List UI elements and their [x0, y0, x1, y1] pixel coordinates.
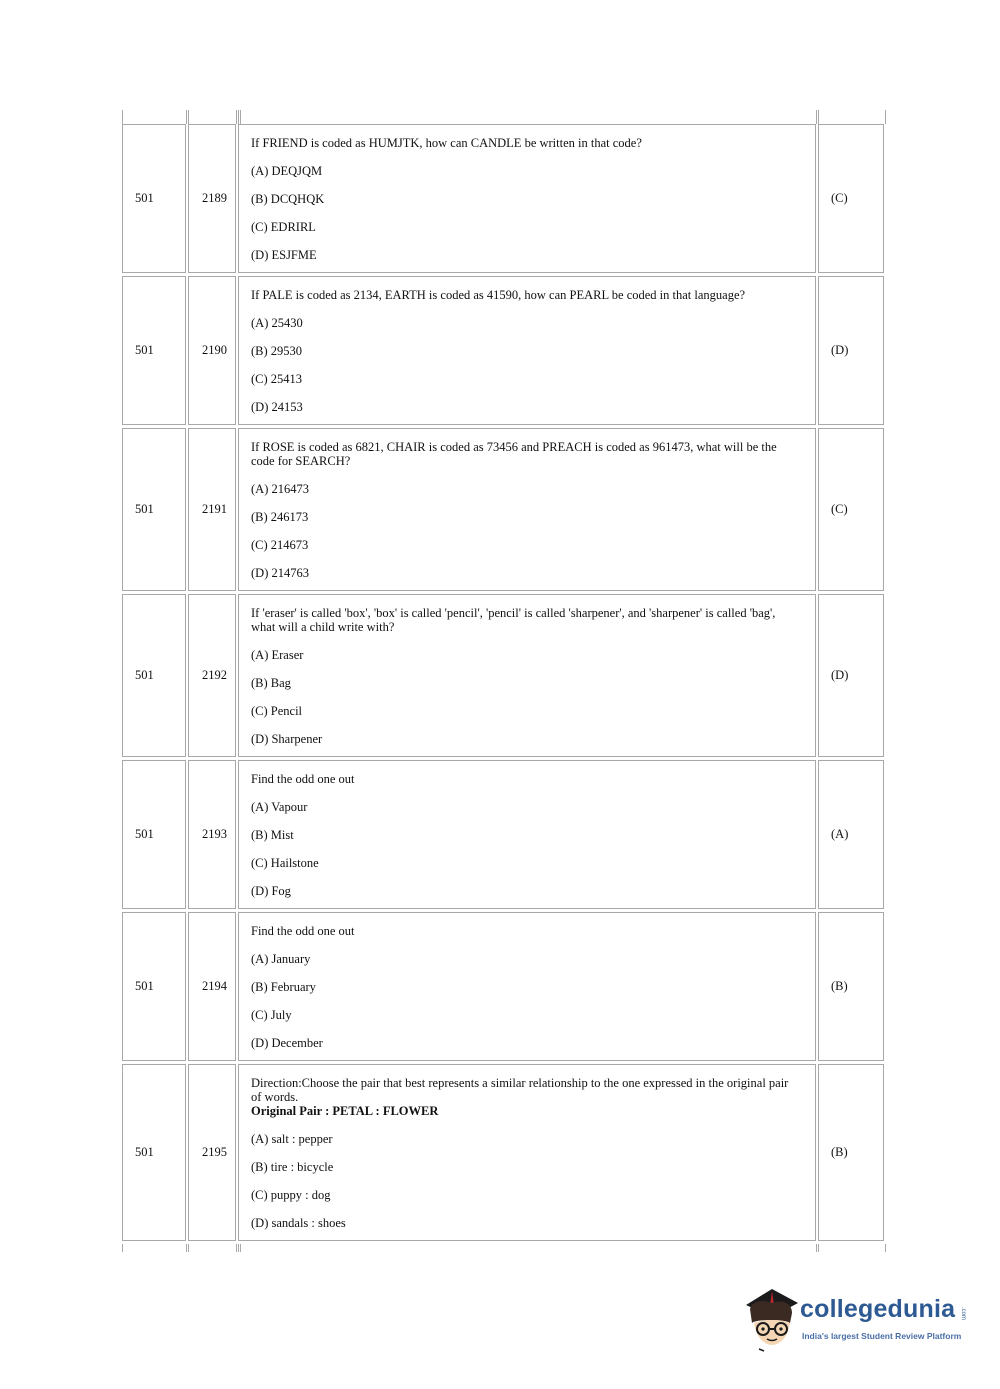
student-mascot-icon — [742, 1283, 800, 1353]
question-text: Find the odd one out — [251, 924, 355, 938]
collegedunia-logo[interactable] — [742, 1283, 972, 1353]
answer-key-cell: (C) — [818, 124, 884, 273]
answer-option: (D) ESJFME — [251, 248, 317, 262]
question-text: If ROSE is coded as 6821, CHAIR is coded as 73456 and PREACH is coded as 961473, what will be the code for SEARCH? — [251, 440, 777, 468]
answer-key-cell: (C) — [818, 428, 884, 591]
table-row — [122, 124, 886, 273]
answer-option: (C) 214673 — [251, 538, 309, 552]
question-id-cell: 2195 — [188, 1064, 236, 1241]
question-id-cell: 2189 — [188, 124, 236, 273]
question-table — [122, 110, 886, 1252]
question-text: Find the odd one out — [251, 772, 355, 786]
answer-option: (D) 24153 — [251, 400, 303, 414]
question-rows — [122, 124, 886, 1241]
answer-option: (D) Fog — [251, 884, 291, 898]
table-row — [122, 760, 886, 909]
question-cell — [238, 594, 816, 757]
original-pair: Original Pair : PETAL : FLOWER — [251, 1104, 439, 1118]
question-cell — [238, 912, 816, 1061]
answer-option: (B) 246173 — [251, 510, 309, 524]
answer-key-cell: (D) — [818, 276, 884, 425]
answer-option: (A) January — [251, 952, 311, 966]
brand-suffix: .com — [960, 1307, 966, 1321]
answer-option: (A) salt : pepper — [251, 1132, 333, 1146]
question-text: If PALE is coded as 2134, EARTH is coded as 41590, how can PEARL be coded in that language? — [251, 288, 746, 302]
answer-option: (C) July — [251, 1008, 292, 1022]
answer-option: (A) Eraser — [251, 648, 304, 662]
set-number-cell: 501 — [122, 1064, 186, 1241]
answer-option: (D) sandals : shoes — [251, 1216, 346, 1230]
table-row — [122, 594, 886, 757]
question-cell — [238, 1064, 816, 1241]
answer-option: (B) DCQHQK — [251, 192, 325, 206]
answer-option: (D) Sharpener — [251, 732, 323, 746]
question-text: If 'eraser' is called 'box', 'box' is called 'pencil', 'pencil' is called 'sharpener', and 'sharpener' is called 'bag', what will a child write with? — [251, 606, 776, 634]
answer-option: (A) 216473 — [251, 482, 309, 496]
answer-key-cell: (A) — [818, 760, 884, 909]
question-cell — [238, 276, 816, 425]
question-id-cell: 2192 — [188, 594, 236, 757]
answer-option: (A) Vapour — [251, 800, 308, 814]
answer-option: (B) February — [251, 980, 316, 994]
answer-option: (A) DEQJQM — [251, 164, 323, 178]
answer-option: (D) December — [251, 1036, 323, 1050]
table-row — [122, 428, 886, 591]
brand-tagline: India's largest Student Review Platform — [802, 1331, 962, 1341]
question-text: Direction:Choose the pair that best represents a similar relationship to the one expressed in the original pair of words. — [251, 1076, 789, 1104]
answer-option: (A) 25430 — [251, 316, 303, 330]
question-cell — [238, 760, 816, 909]
table-row — [122, 276, 886, 425]
answer-option: (C) 25413 — [251, 372, 303, 386]
set-number-cell: 501 — [122, 428, 186, 591]
answer-option: (B) 29530 — [251, 344, 303, 358]
answer-option: (D) 214763 — [251, 566, 309, 580]
question-cell — [238, 124, 816, 273]
answer-option: (B) tire : bicycle — [251, 1160, 334, 1174]
question-id-cell: 2194 — [188, 912, 236, 1061]
brand-name: collegedunia — [800, 1295, 956, 1323]
answer-option: (C) Hailstone — [251, 856, 319, 870]
set-number-cell: 501 — [122, 276, 186, 425]
answer-option: (B) Bag — [251, 676, 291, 690]
question-cell — [238, 428, 816, 591]
set-number-cell: 501 — [122, 760, 186, 909]
answer-option: (C) EDRIRL — [251, 220, 316, 234]
table-top-edge — [122, 110, 886, 124]
answer-key-cell: (D) — [818, 594, 884, 757]
question-id-cell: 2190 — [188, 276, 236, 425]
answer-option: (B) Mist — [251, 828, 294, 842]
answer-key-cell: (B) — [818, 912, 884, 1061]
answer-option: (C) Pencil — [251, 704, 303, 718]
set-number-cell: 501 — [122, 594, 186, 757]
table-row — [122, 912, 886, 1061]
question-id-cell: 2191 — [188, 428, 236, 591]
set-number-cell: 501 — [122, 124, 186, 273]
table-bottom-edge — [122, 1244, 886, 1252]
table-row — [122, 1064, 886, 1241]
question-id-cell: 2193 — [188, 760, 236, 909]
answer-key-cell: (B) — [818, 1064, 884, 1241]
question-text: If FRIEND is coded as HUMJTK, how can CANDLE be written in that code? — [251, 136, 642, 150]
answer-option: (C) puppy : dog — [251, 1188, 331, 1202]
set-number-cell: 501 — [122, 912, 186, 1061]
